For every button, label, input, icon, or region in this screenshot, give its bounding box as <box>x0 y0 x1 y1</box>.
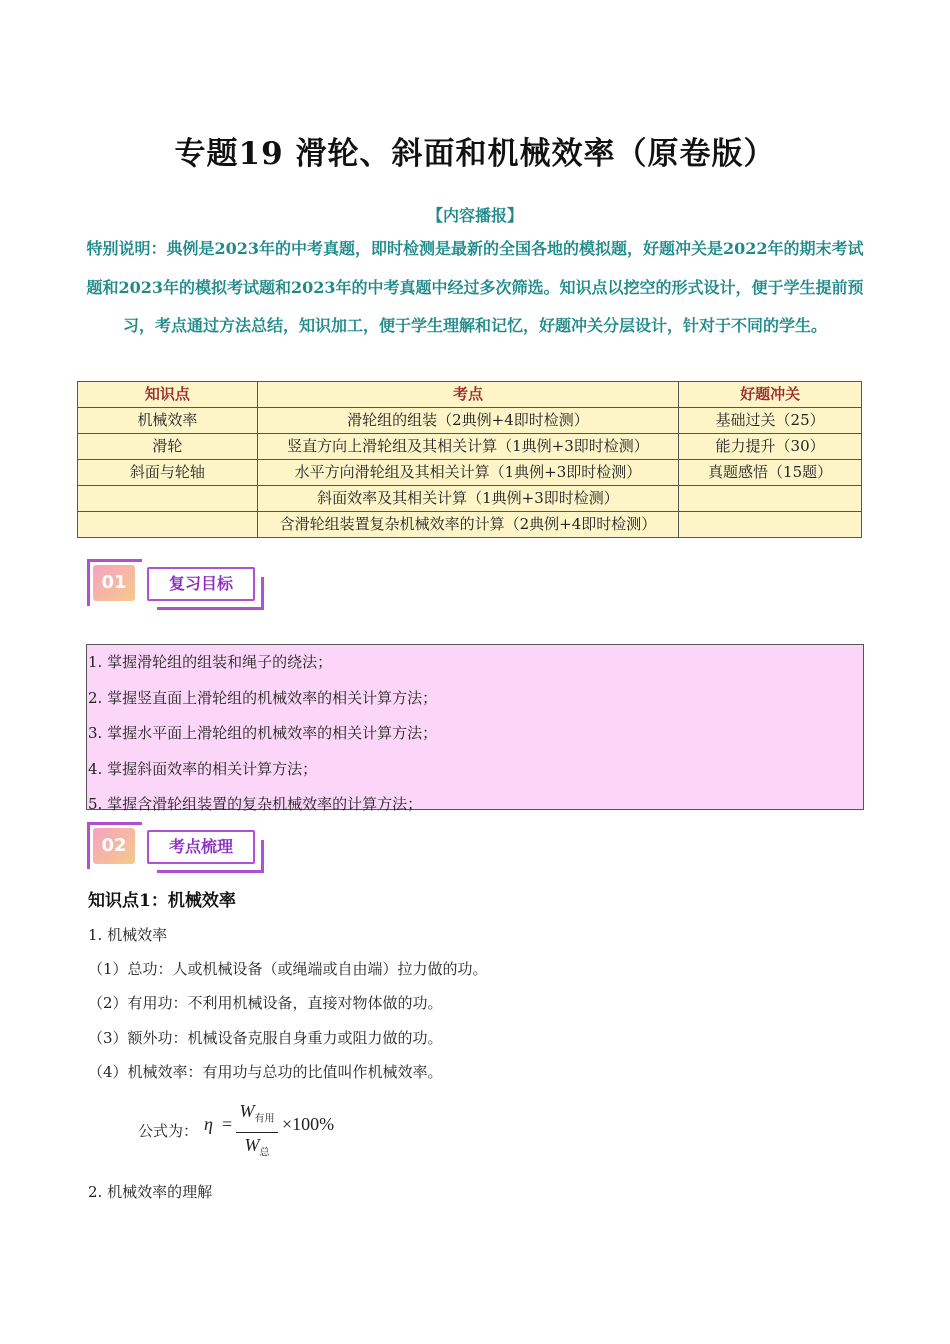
overview-table <box>77 381 862 538</box>
table-cell <box>679 512 862 538</box>
table-cell: 机械效率 <box>78 408 258 434</box>
table-cell: 能力提升（30） <box>679 434 862 460</box>
table-cell <box>78 486 258 512</box>
section-label: 考点梳理 <box>147 830 255 864</box>
goal-item: 5. 掌握含滑轮组装置的复杂机械效率的计算方法； <box>88 795 423 813</box>
table-row <box>78 486 862 512</box>
goal-item: 4. 掌握斜面效率的相关计算方法； <box>88 759 318 778</box>
table-cell: 基础过关（25） <box>679 408 862 434</box>
paragraph: 2. 机械效率的理解 <box>88 1183 213 1201</box>
paragraph: （1）总功：人或机械设备（或绳端或自由端）拉力做的功。 <box>88 960 488 978</box>
content-heading: 【内容播报】 <box>426 206 523 225</box>
table-cell: 含滑轮组装置复杂机械效率的计算（2典例+4即时检测） <box>257 512 678 538</box>
formula-tail: ×100% <box>282 1114 335 1134</box>
section-badge-review-goals <box>87 559 267 611</box>
table-cell: 滑轮 <box>78 434 258 460</box>
table-header: 好题冲关 <box>679 382 862 408</box>
paragraph: 1. 机械效率 <box>88 926 168 944</box>
table-header: 考点 <box>257 382 678 408</box>
table-row <box>78 434 862 460</box>
paragraph: （2）有用功：不利用机械设备，直接对物体做的功。 <box>88 994 443 1012</box>
knowledge-heading: 知识点1：机械效率 <box>88 891 236 911</box>
section-badge-key-points <box>87 822 267 874</box>
goal-item: 3. 掌握水平面上滑轮组的机械效率的相关计算方法； <box>88 724 438 742</box>
table-row <box>78 408 862 434</box>
table-cell <box>679 486 862 512</box>
table-cell: 斜面效率及其相关计算（1典例+3即时检测） <box>257 486 678 512</box>
formula-label: 公式为： <box>138 1122 199 1140</box>
table-cell: 水平方向滑轮组及其相关计算（1典例+3即时检测） <box>257 460 678 486</box>
formula-eta: η <box>204 1114 213 1134</box>
table-row <box>78 512 862 538</box>
section-label: 复习目标 <box>147 567 255 601</box>
intro-text: 特别说明：典例是2023年的中考真题，即时检测是最新的全国各地的模拟题，好题冲关是2022年的期末考试题和2023年的模拟考试题和2023年的中考真题中经过多次筛选。知识点以挖空的形式设计，便于学生提前预习，考点通过方法总结，知识加工，便于学生理解和记忆，好题冲关分层设计，针对于不同的学生。 <box>86 239 864 335</box>
formula-equals: = <box>222 1114 233 1134</box>
paragraph: （3）额外功：机械设备克服自身重力或阻力做的功。 <box>88 1029 443 1047</box>
table-cell: 滑轮组的组装（2典例+4即时检测） <box>257 408 678 434</box>
table-cell <box>78 512 258 538</box>
paragraph: （4）机械效率：有用功与总功的比值叫作机械效率。 <box>88 1063 443 1081</box>
formula-fraction <box>236 1100 278 1164</box>
formula-denominator: $W_总$ <box>244 1134 270 1159</box>
table-header-row <box>78 382 862 408</box>
page-title: 专题19 滑轮、斜面和机械效率（原卷版） <box>174 136 776 172</box>
goals-box <box>86 644 864 813</box>
table-row <box>78 460 862 486</box>
formula-numerator: $W_{有用}$ <box>239 1101 275 1125</box>
table-cell: 真题感悟（15题） <box>679 460 862 486</box>
table-cell: 竖直方向上滑轮组及其相关计算（1典例+3即时检测） <box>257 434 678 460</box>
goal-item: 2. 掌握竖直面上滑轮组的机械效率的相关计算方法； <box>88 688 438 707</box>
table-header: 知识点 <box>78 382 258 408</box>
table-cell: 斜面与轮轴 <box>78 460 258 486</box>
section-number: 01 <box>93 565 135 601</box>
section-number: 02 <box>93 828 135 864</box>
fraction-bar <box>236 1132 278 1133</box>
goal-item: 1. 掌握滑轮组的组装和绳子的绕法； <box>88 653 333 671</box>
